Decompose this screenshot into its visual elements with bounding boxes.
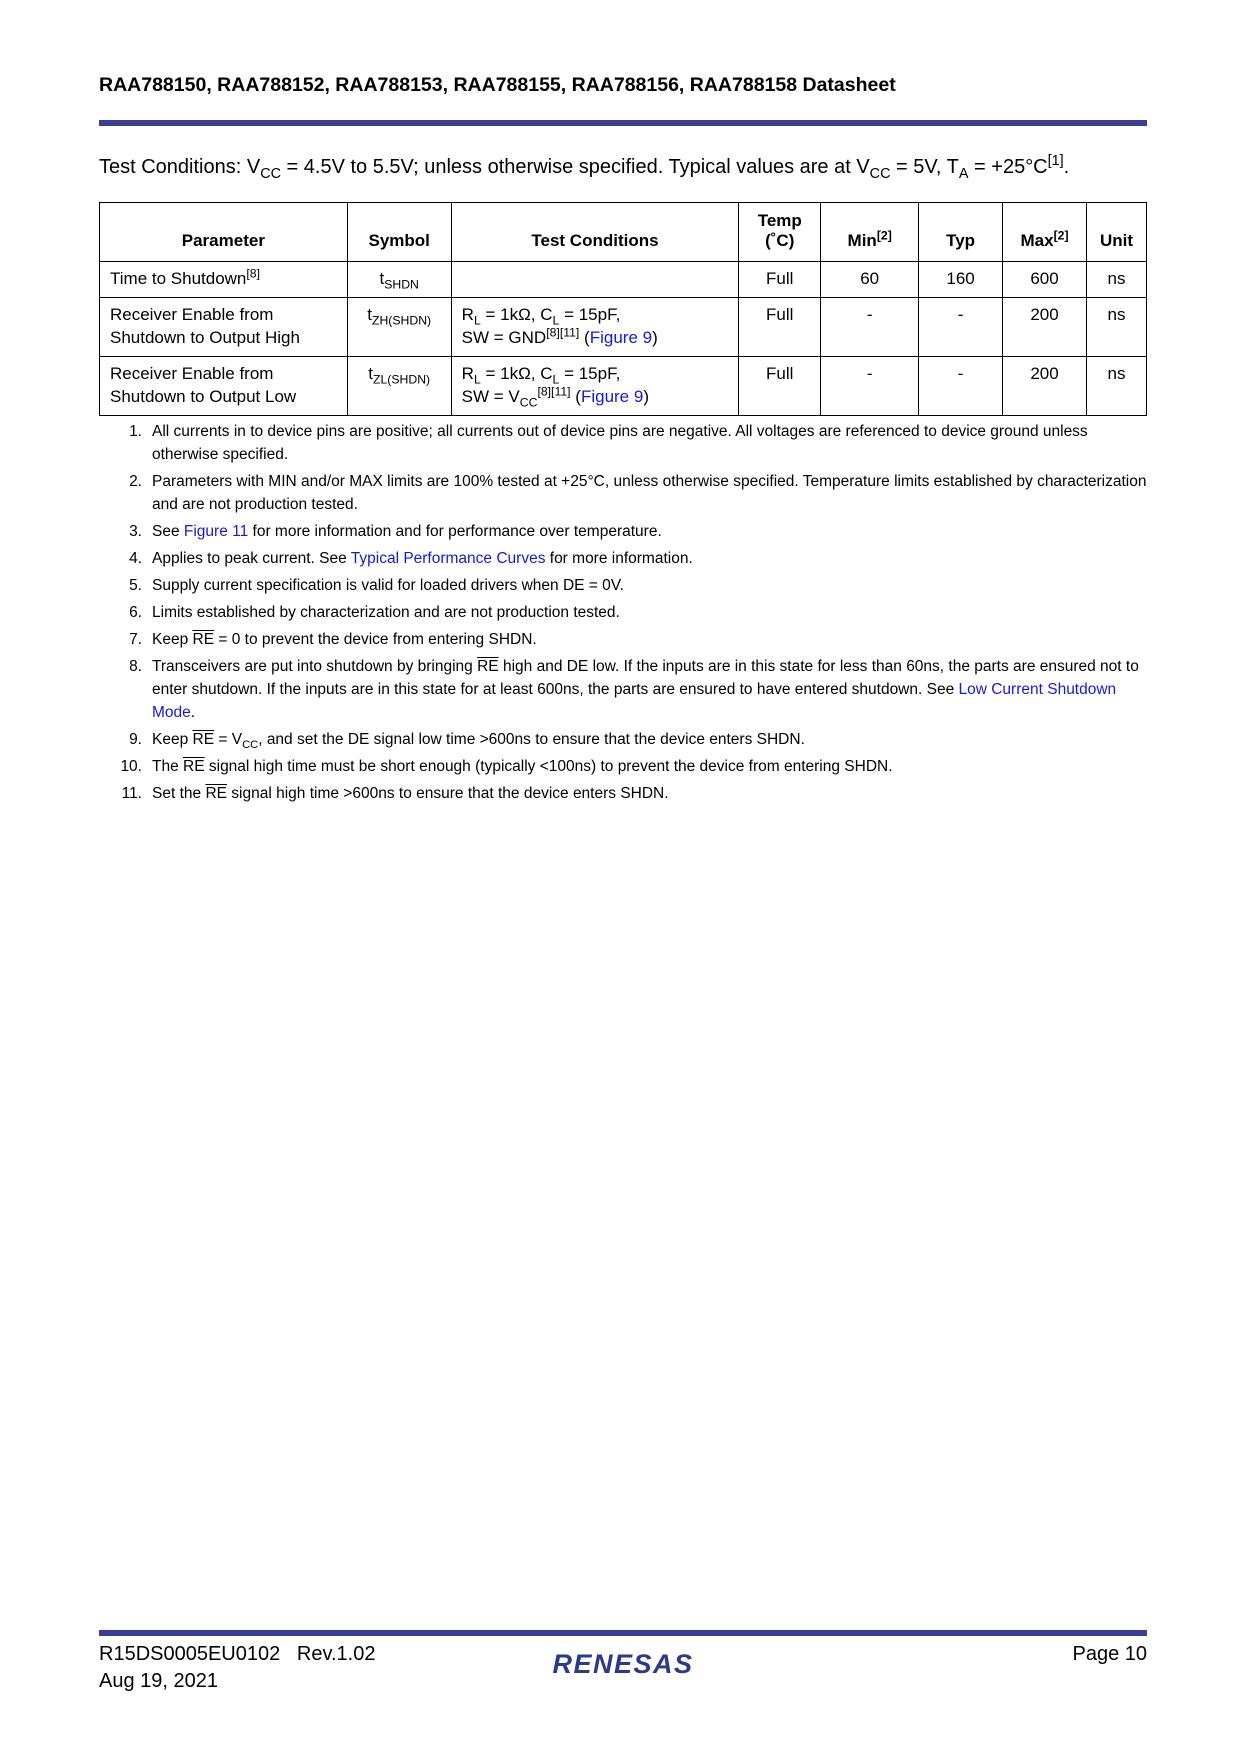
footnote-9: 9. Keep $\overline{RE} = V_{CC}$, and set the DE signal low time >600ns to ensure that the device enters SHDN. (129, 731, 805, 751)
cell-max: 200 (1003, 298, 1087, 357)
cell-typ: - (919, 298, 1003, 357)
footnotes-list (99, 420, 1149, 809)
document-title: RAA788150, RAA788152, RAA788153, RAA788155, RAA788156, RAA788158 Datasheet (99, 74, 896, 96)
footnote-11: 11. Set the $\overline{RE}$ signal high time >600ns to ensure that the device enters SHDN. (121, 785, 669, 802)
figure-9-link[interactable]: Figure 9 (589, 328, 653, 347)
spec-table (99, 202, 1147, 416)
header-symbol: Symbol (347, 203, 451, 262)
footnote-2: 2. Parameters with MIN and/or MAX limits are 100% tested at +25°C, unless otherwise specified. Temperature limits established by characterization and are not production tested. (129, 473, 1147, 513)
low-current-shutdown-mode-link[interactable]: Low Current Shutdown Mode (152, 681, 1117, 721)
figure-11-link[interactable]: Figure 11 (183, 523, 249, 540)
cell-typ: 160 (919, 262, 1003, 298)
cell-parameter: Receiver Enable from Shutdown to Output Low (100, 357, 348, 416)
cell-unit: ns (1086, 262, 1146, 298)
table-row (100, 262, 1147, 298)
header-temp: Temp (˚C) (739, 203, 821, 262)
table-row (100, 298, 1147, 357)
footnote-4: 4. Applies to peak current. See Typical Performance Curves for more information. (129, 550, 693, 567)
cell-symbol: $t_{ZL(SHDN)}$ (347, 357, 451, 416)
cell-temp: Full (739, 262, 821, 298)
cell-min: - (821, 357, 919, 416)
footnote-3: 3. See Figure 11 for more information and for performance over temperature. (129, 523, 662, 540)
cell-max: 600 (1003, 262, 1087, 298)
footnote-8: 8. Transceivers are put into shutdown by bringing $\overline{RE}$ high and DE low. If the inputs are in this state for less than 60ns, the parts are ensured not to enter shutdown. If the inputs are in this state for at least 600ns, the parts are ensured to have entered shutdown. See Low Current Shutdown Mode. (129, 658, 1139, 721)
header-rule (99, 120, 1147, 126)
footnote-10: 10. The $\overline{RE}$ signal high time must be short enough (typically <100ns) to prevent the device from entering SHDN. (120, 758, 893, 775)
cell-parameter: Time to Shutdown[8] (100, 262, 348, 298)
table-row (100, 357, 1147, 416)
cell-max: 200 (1003, 357, 1087, 416)
cell-symbol: $t_{SHDN}$ (347, 262, 451, 298)
footnote-5: 5. Supply current specification is valid for loaded drivers when DE = 0V. (129, 577, 624, 594)
footnote-6: 6. Limits established by characterization and are not production tested. (129, 604, 620, 621)
renesas-logo (533, 1645, 713, 1681)
header-unit: Unit (1086, 203, 1146, 262)
cell-typ: - (919, 357, 1003, 416)
cell-conditions: $R_L = 1k\Omega$, $C_L = 15pF$, SW = $V_{CC}[8][11]$ (Figure 9) (451, 357, 739, 416)
logo-text: RENESAS (552, 1649, 694, 1679)
test-conditions-line: Test Conditions: $V_{CC} = 4.5V$ to 5.5V; unless otherwise specified. Typical values are at $V_{CC} = 5V$, $T_A = +25^\circ C[1]$. (99, 153, 1070, 183)
header-test-conditions: Test Conditions (451, 203, 739, 262)
footer-doc-id: R15DS0005EU0102 Rev.1.02 (99, 1643, 376, 1665)
footer-rule (99, 1630, 1147, 1636)
cell-temp: Full (739, 298, 821, 357)
cell-conditions (451, 262, 739, 298)
footnote-7: 7. Keep $\overline{RE} = 0$ to prevent the device from entering SHDN. (129, 631, 537, 648)
cell-unit: ns (1086, 298, 1146, 357)
cell-min: 60 (821, 262, 919, 298)
typical-performance-curves-link[interactable]: Typical Performance Curves (350, 550, 546, 567)
header-max: Max[2] (1003, 203, 1087, 262)
header-min: Min[2] (821, 203, 919, 262)
header-typ: Typ (919, 203, 1003, 262)
header-parameter: Parameter (100, 203, 348, 262)
cell-conditions: $R_L = 1k\Omega$, $C_L = 15pF$, SW = GND[8][11] (Figure 9) (451, 298, 739, 357)
cell-unit: ns (1086, 357, 1146, 416)
footnote-1: 1. All currents in to device pins are positive; all currents out of device pins are negative. All voltages are referenced to device ground unless otherwise specified. (129, 423, 1088, 463)
figure-9-link[interactable]: Figure 9 (580, 387, 644, 406)
footer-page-number: Page 10 (1072, 1643, 1147, 1665)
footer-date: Aug 19, 2021 (99, 1670, 218, 1692)
cell-min: - (821, 298, 919, 357)
table-header-row (100, 203, 1147, 262)
cell-temp: Full (739, 357, 821, 416)
cell-parameter: Receiver Enable from Shutdown to Output High (100, 298, 348, 357)
cell-symbol: $t_{ZH(SHDN)}$ (347, 298, 451, 357)
